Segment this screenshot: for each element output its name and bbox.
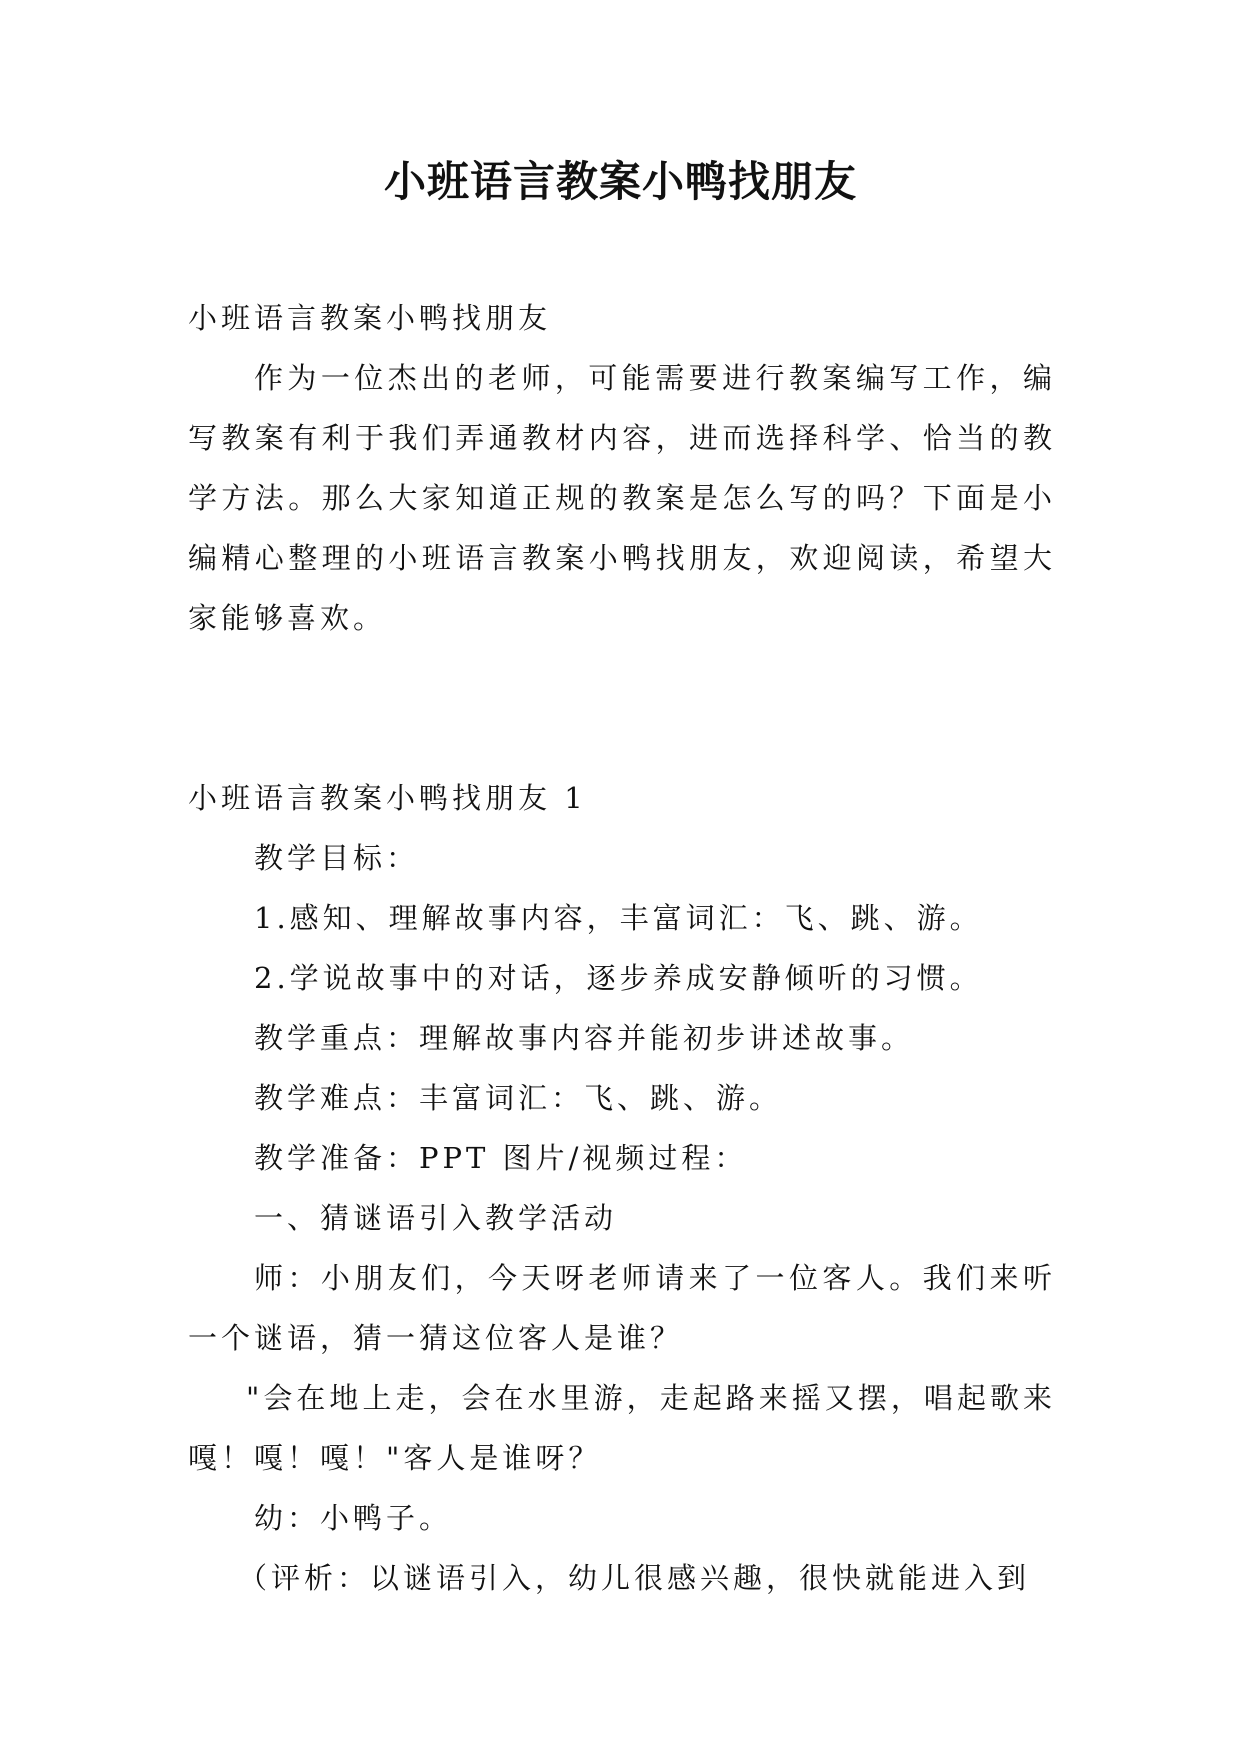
paragraph-step-one: 一、猜谜语引入教学活动 xyxy=(254,1201,618,1235)
paragraph-objectives: 教学目标： xyxy=(254,841,420,875)
section-spacer xyxy=(188,648,1056,768)
paragraph-key-point: 教学重点：理解故事内容并能初步讲述故事。 xyxy=(254,1021,915,1055)
document-body xyxy=(188,288,1056,1608)
document-title: 小班语言教案小鸭找朋友 xyxy=(383,157,857,206)
paragraph-comment: （评析：以谜语引入，幼儿很感兴趣，很快就能进入到 xyxy=(238,1561,1031,1595)
paragraph-objective-1: 1.感知、理解故事内容，丰富词汇：飞、跳、游。 xyxy=(254,901,983,935)
section-heading: 小班语言教案小鸭找朋友 1 xyxy=(188,781,587,815)
paragraph-objective-2: 2.学说故事中的对话，逐步养成安静倾听的习惯。 xyxy=(254,961,983,995)
subtitle: 小班语言教案小鸭找朋友 xyxy=(188,301,552,335)
paragraph-difficulty: 教学难点：丰富词汇：飞、跳、游。 xyxy=(254,1081,783,1115)
paragraph-riddle: "会在地上走，会在水里游，走起路来摇又摆，唱起歌来嘎！嘎！嘎！"客人是谁呀？ xyxy=(188,1381,1056,1475)
paragraph-teacher: 师：小朋友们，今天呀老师请来了一位客人。我们来听一个谜语，猜一猜这位客人是谁？ xyxy=(188,1261,1056,1355)
paragraph-child-answer: 幼：小鸭子。 xyxy=(254,1501,453,1535)
intro-paragraph: 作为一位杰出的老师，可能需要进行教案编写工作，编写教案有利于我们弄通教材内容，进而选择科学、恰当的教学方法。那么大家知道正规的教案是怎么写的吗？下面是小编精心整理的小班语言教案小鸭找朋友，欢迎阅读，希望大家能够喜欢。 xyxy=(188,361,1056,635)
paragraph-preparation: 教学准备：PPT 图片/视频过程： xyxy=(254,1141,748,1175)
